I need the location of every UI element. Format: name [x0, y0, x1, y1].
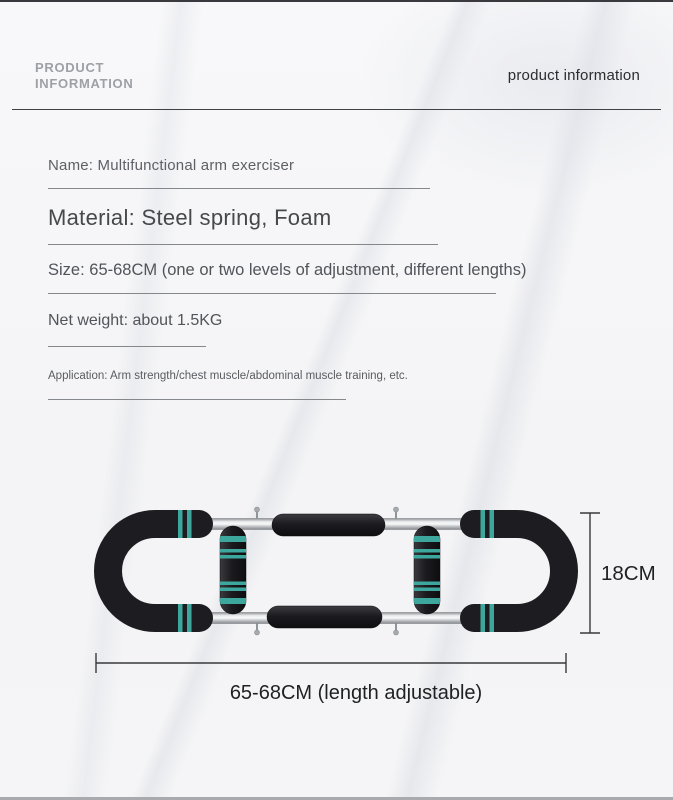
spec-name-underline	[48, 188, 430, 189]
bottom-bar-foam-sleeve	[267, 606, 382, 628]
height-dimension-label: 18CM	[601, 562, 656, 585]
spec-row-net-weight: Net weight: about 1.5KG	[48, 312, 223, 329]
top-border-line	[0, 0, 673, 2]
spec-row-material: Material: Steel spring, Foam	[48, 205, 332, 230]
spec-row-size: Size: 65-68CM (one or two levels of adjustment, different lengths)	[48, 261, 527, 279]
left-vertical-grip	[220, 526, 246, 614]
right-u-handle	[474, 510, 564, 632]
length-dimension-label: 65-68CM (length adjustable)	[229, 682, 483, 704]
height-dimension-line	[580, 513, 600, 633]
top-bar-foam-sleeve	[272, 514, 385, 536]
product-diagram	[0, 480, 673, 710]
length-dimension-line	[96, 653, 566, 673]
page-subtitle: product information	[507, 67, 640, 84]
spec-application-underline	[48, 399, 346, 400]
spec-material-underline	[48, 244, 438, 245]
page-title: PRODUCT INFORMATION	[35, 60, 134, 91]
left-u-handle	[108, 510, 199, 632]
spec-row-application: Application: Arm strength/chest muscle/abdominal muscle training, etc.	[48, 370, 408, 382]
right-vertical-grip	[414, 526, 440, 614]
spec-row-name: Name: Multifunctional arm exerciser	[48, 157, 295, 174]
header-divider	[12, 109, 661, 110]
spec-net-weight-underline	[48, 346, 206, 347]
spec-size-underline	[48, 293, 496, 294]
